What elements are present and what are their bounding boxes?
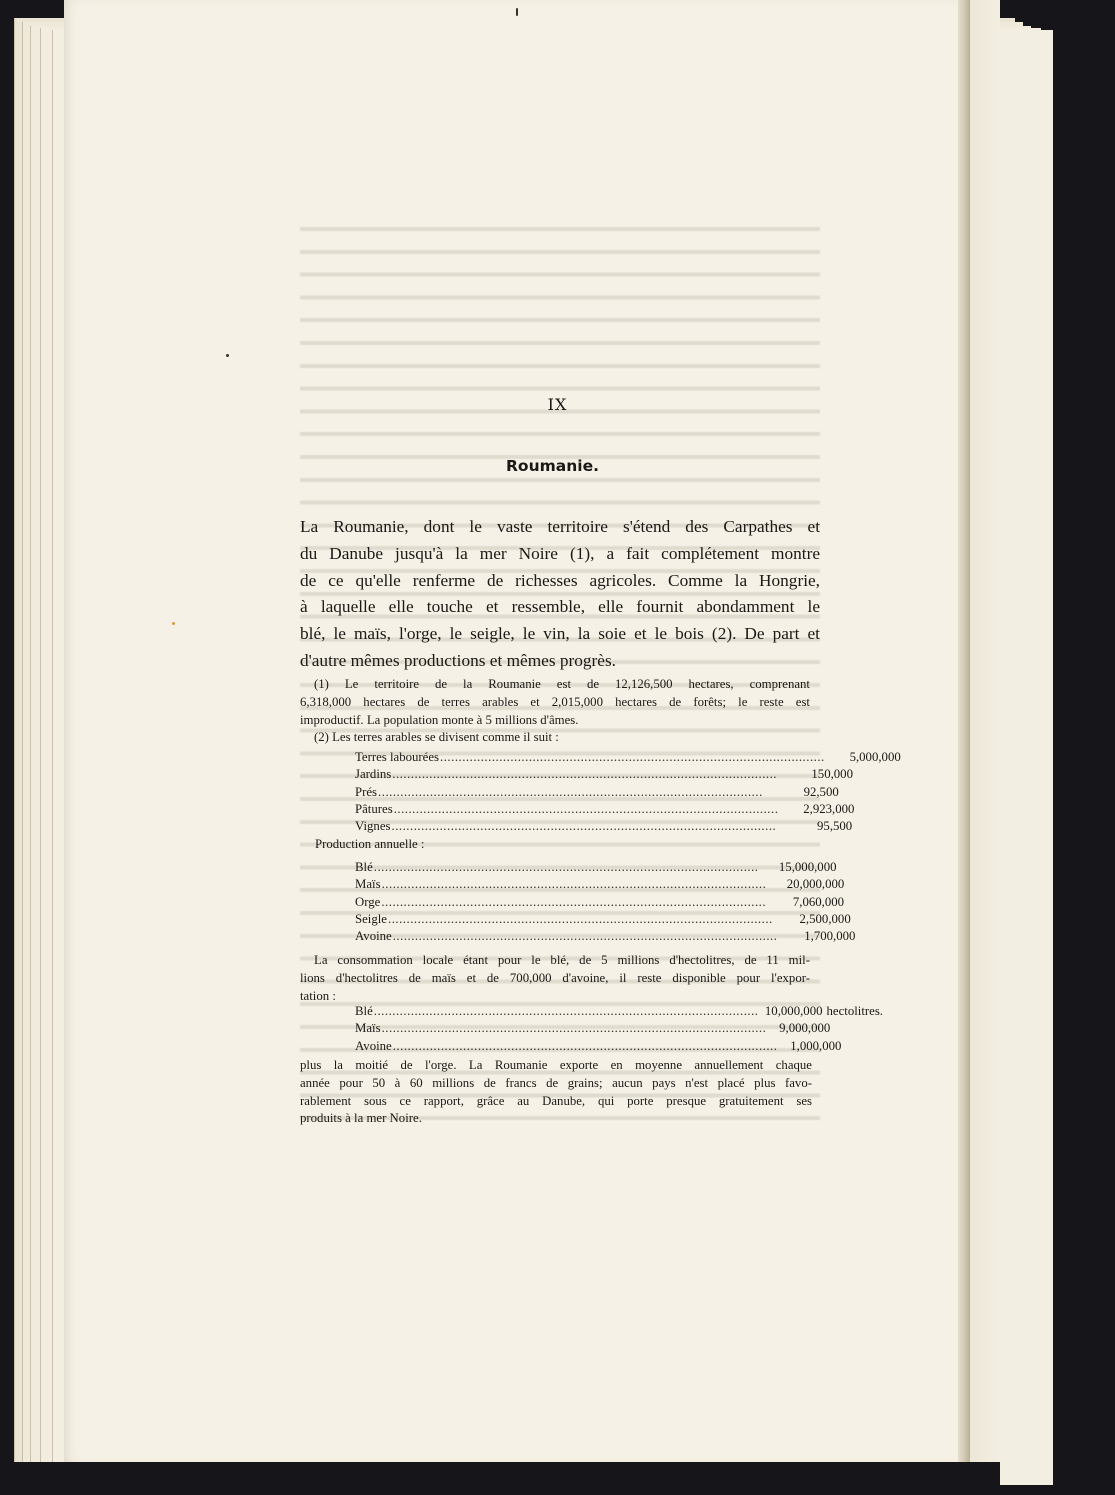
- leader-dots: ........................................................................................................: [381, 1021, 767, 1036]
- next-page-edge: [970, 0, 1000, 1495]
- footnote-1: [300, 676, 810, 729]
- table-row: [355, 876, 845, 893]
- chapter-number: IX: [547, 395, 568, 414]
- table-row: [355, 818, 853, 835]
- ink-speck: [172, 622, 175, 625]
- row-unit: hectolitres.: [826, 1004, 883, 1018]
- production-label: Production annuelle :: [315, 837, 425, 851]
- closing-note: [300, 1057, 812, 1128]
- table-row: [355, 1003, 883, 1020]
- row-label: Maïs: [355, 1021, 381, 1036]
- row-value: 9,000,000: [779, 1021, 831, 1036]
- leader-dots: ........................................................................................................: [373, 1004, 759, 1018]
- row-label: Blé: [355, 1004, 373, 1018]
- note-line: La consommation locale étant pour le blé, de 5 millions d'hectolitres, de 11 mil-: [314, 953, 810, 967]
- leader-dots: ........................................................................................................: [392, 1038, 778, 1053]
- row-value: 5,000,000: [849, 750, 901, 764]
- row-value: 7,060,000: [792, 894, 845, 909]
- row-label: Orge: [355, 894, 381, 909]
- binding-gutter: [958, 0, 970, 1495]
- leader-dots: ........................................................................................................: [392, 767, 777, 782]
- row-value: 95,500: [817, 819, 853, 834]
- paragraph-line: à laquelle elle touche et ressemble, elle fournit abondamment le: [300, 597, 820, 617]
- ink-speck: [226, 354, 229, 357]
- row-value: 2,923,000: [803, 801, 855, 816]
- table-row: [355, 784, 839, 801]
- table-row: [355, 859, 837, 876]
- note-line: année pour 50 à 60 millions de francs de grains; aucun pays n'est placé plus favo-: [300, 1075, 812, 1090]
- row-label: Pâtures: [355, 801, 393, 816]
- paragraph-line: du Danube jusqu'à la mer Noire (1), a fait complétement montre: [300, 543, 820, 563]
- leader-dots: ........................................................................................................: [378, 784, 763, 799]
- leader-dots: ........................................................................................................: [391, 819, 777, 834]
- leader-dots: ........................................................................................................: [393, 801, 779, 816]
- row-label: Prés: [355, 784, 378, 799]
- row-value: 15,000,000: [778, 860, 837, 874]
- row-value: 20,000,000: [786, 877, 845, 892]
- leader-dots: ........................................................................................................: [381, 877, 767, 892]
- row-label: Avoine: [355, 1038, 392, 1053]
- table-row: [355, 894, 845, 911]
- row-value: 150,000: [811, 767, 853, 782]
- table-row: [355, 928, 856, 945]
- table-row: [355, 766, 853, 783]
- chapter-title: Roumanie.: [506, 457, 599, 475]
- note-line: rablement sous ce rapport, grâce au Danube, qui porte presque gratuitement ses: [300, 1093, 812, 1108]
- footnote-2-intro: (2) Les terres arables se divisent comme il suit :: [314, 730, 559, 744]
- row-label: Terres labourées: [355, 750, 440, 764]
- row-label: Jardins: [355, 767, 392, 782]
- row-label: Maïs: [355, 877, 381, 892]
- ink-speck: [516, 8, 518, 16]
- table-row: [355, 911, 851, 928]
- row-value: 2,500,000: [799, 911, 851, 926]
- paragraph-line: blé, le maïs, l'orge, le seigle, le vin, la soie et le bois (2). De part et: [300, 624, 820, 644]
- footnote-line: improductif. La population monte à 5 millions d'âmes.: [300, 712, 579, 727]
- leader-dots: ........................................................................................................: [440, 750, 825, 764]
- row-label: Seigle: [355, 911, 387, 926]
- row-value: 1,700,000: [804, 929, 856, 944]
- paragraph-line: La Roumanie, dont le vaste territoire s'étend des Carpathes et: [300, 517, 820, 536]
- row-value: 92,500: [803, 784, 839, 799]
- footnote-line: 6,318,000 hectares de terres arables et 2,015,000 hectares de forêts; le reste est: [300, 694, 810, 709]
- row-value: 10,000,000: [764, 1004, 823, 1018]
- leader-dots: ........................................................................................................: [392, 929, 778, 944]
- row-label: Vignes: [355, 819, 391, 834]
- table-row: [355, 749, 901, 766]
- table-row: [355, 801, 855, 818]
- leader-dots: ........................................................................................................: [373, 860, 759, 874]
- consumption-note: [300, 952, 810, 1005]
- note-line: produits à la mer Noire.: [300, 1111, 422, 1126]
- note-line: lions d'hectolitres de maïs et de 700,000 d'avoine, il reste disponible pour l'expor-: [300, 970, 810, 985]
- row-label: Blé: [355, 860, 373, 874]
- table-row: [355, 1020, 831, 1037]
- leader-dots: ........................................................................................................: [381, 894, 767, 909]
- note-line: tation :: [300, 988, 336, 1003]
- row-label: Avoine: [355, 929, 392, 944]
- row-value: 1,000,000: [790, 1038, 842, 1053]
- scan-bottom-border: [0, 1462, 1000, 1495]
- paragraph-line: de ce qu'elle renferme de richesses agricoles. Comme la Hongrie,: [300, 570, 820, 590]
- footnote-line: (1) Le territoire de la Roumanie est de 12,126,500 hectares, comprenant: [314, 677, 810, 691]
- leader-dots: ........................................................................................................: [388, 911, 773, 926]
- table-row: [355, 1038, 842, 1055]
- note-line: plus la moitié de l'orge. La Roumanie exporte en moyenne annuellement chaque: [300, 1058, 812, 1072]
- body-paragraph: [300, 514, 820, 675]
- paragraph-line: d'autre mêmes productions et mêmes progrès.: [300, 650, 617, 670]
